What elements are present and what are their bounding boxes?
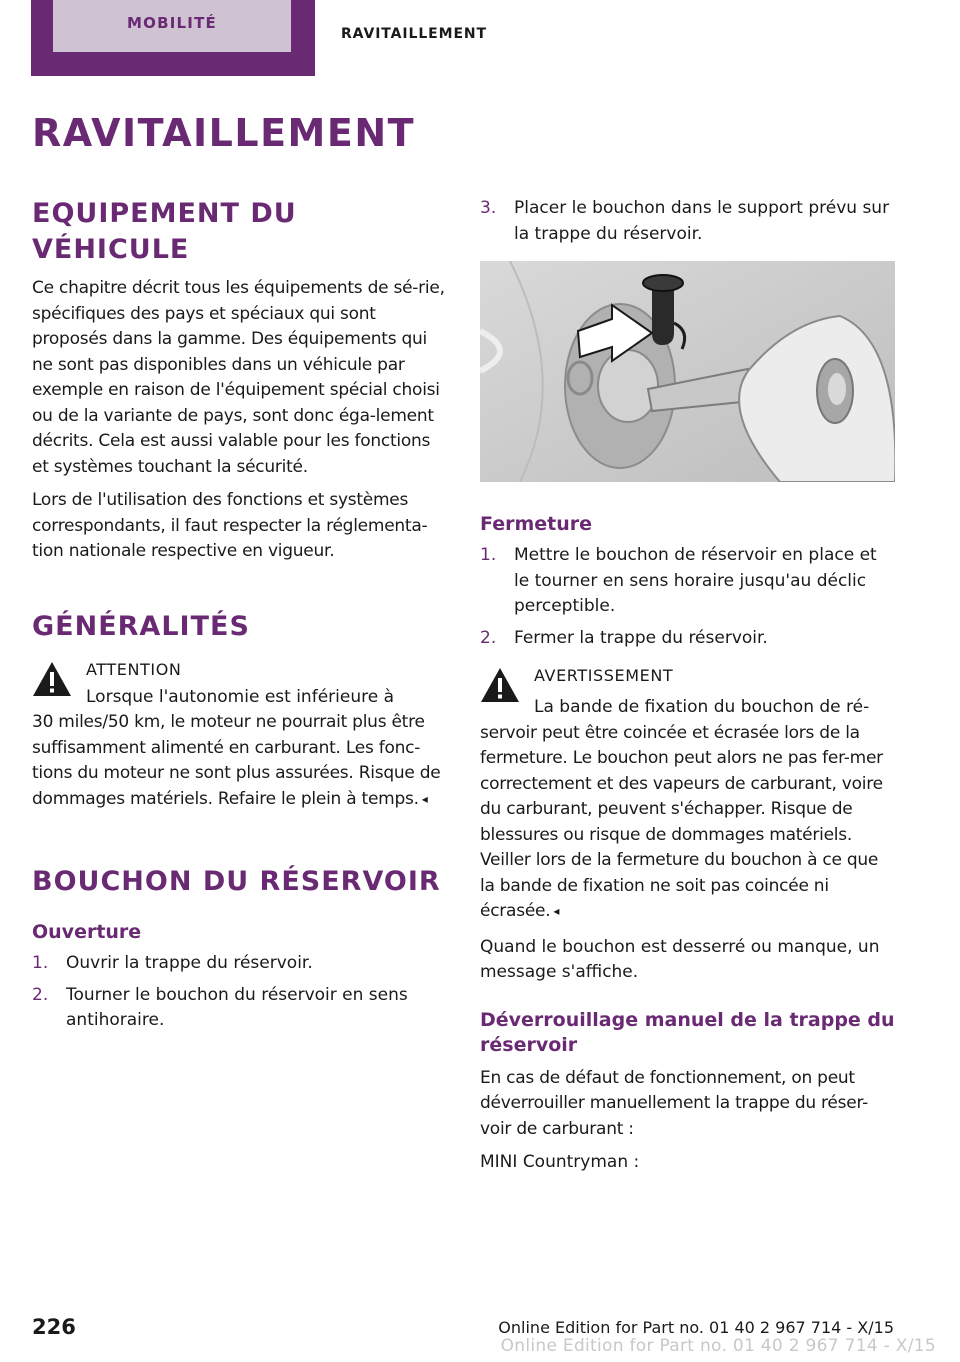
list-item [480,626,896,652]
warning-first-line: Lorsque l'autonomie est inférieure à [86,686,394,707]
section-title-equipement: EQUIPEMENT DU VÉHICULE [32,198,297,265]
warning-triangle-icon [32,661,72,697]
warning-attention [32,657,448,813]
breadcrumb: RAVITAILLEMENT [341,26,487,42]
list-item [480,196,896,247]
step-number: 1. [32,953,49,973]
fuel-cap-illustration [480,261,895,482]
model-label: MINI Countryman : [480,1152,640,1172]
list-item [32,951,448,977]
warning-triangle-icon [480,667,520,703]
page-number: 226 [32,1315,76,1339]
left-column [32,196,448,1034]
equipement-paragraph-2: Lors de l'utilisation des fonctions et systèmes correspondants, il faut respecter la réglementa-tion nationale respective en vigueur. [32,490,428,561]
step-text: Mettre le bouchon de réservoir en place et le tourner en sens horaire jusqu'au déclic perceptible. [514,545,877,616]
warning-body: servoir peut être coincée et écrasée lors de la fermeture. Le bouchon peut alors ne pas fer-mer correctement et des vapeurs de carburant, voire du carburant, peuvent s'échapper. Risque de blessures ou risque de dommages matériels. Veiller lors de la fermeture du bouchon à ce que la bande de fixation ne soit pas coincée ni écrasée. [480,722,883,921]
warning-text [32,710,448,812]
section-title-generalites: GÉNÉRALITÉS [32,610,250,642]
section-title-bouchon: BOUCHON DU RÉSERVOIR [32,866,441,897]
step-text: Placer le bouchon dans le support prévu sur la trappe du réservoir. [514,198,890,244]
warning-text [480,721,896,925]
subsection-fermeture: Fermeture [480,513,593,535]
step-text: Fermer la trappe du réservoir. [514,627,768,648]
step-number: 2. [480,627,497,648]
warning-heading: AVERTISSEMENT [534,666,674,685]
message-paragraph: Quand le bouchon est desserré ou manque, un message s'affiche. [480,936,880,982]
list-item [480,543,896,620]
warning-first-line: La bande de fixation du bouchon de ré- [534,697,870,717]
chapter-tab-label: MOBILITÉ [127,14,217,32]
deverrouillage-paragraph: En cas de défaut de fonctionnement, on peut déverrouiller manuellement la trappe du réser-voir de carburant : [480,1067,868,1139]
page-title: RAVITAILLEMENT [32,111,416,155]
warning-body: 30 miles/50 km, le moteur ne pourrait plus être suffisamment alimenté en carburant. Les fonc-tions du moteur ne sont plus assurées. Risque de dommages matériels. Refaire le plein à temps. [32,712,441,809]
equipement-paragraph-1: Ce chapitre décrit tous les équipements de sé-rie, spécifiques des pays et spéciaux qui sont proposés dans la gamme. Des équipements qui ne sont pas disponibles dans un véhicule par exemple en raison de l'équipement spécial choisi ou de la variante de pays, sont donc éga-lement décrits. Cela est aussi valable pour les fonctions et systèmes touchant la sécurité. [32,278,445,477]
ouverture-steps-continued [480,196,896,247]
step-number: 1. [480,545,497,565]
site-watermark: Online Edition for Part no. 01 40 2 967 714 - X/15 [500,1336,936,1356]
end-mark-icon: ◂ [421,791,428,806]
step-text: Ouvrir la trappe du réservoir. [66,953,313,973]
fuel-cap-photo [480,261,895,482]
chapter-tab-label-box [53,0,291,52]
subsection-ouverture: Ouverture [32,921,142,943]
fermeture-steps [480,543,896,651]
subsection-deverrouillage: Déverrouillage manuel de la trappe du réservoir [480,1008,895,1056]
warning-avertissement [480,663,896,925]
right-column [480,196,896,1176]
edition-note: Online Edition for Part no. 01 40 2 967 714 - X/15 [498,1318,894,1337]
ouverture-steps [32,951,448,1034]
list-item [32,983,448,1034]
step-number: 2. [32,984,49,1005]
step-text: Tourner le bouchon du réservoir en sens antihoraire. [66,984,408,1030]
end-mark-icon: ◂ [553,904,560,918]
warning-heading: ATTENTION [86,659,182,679]
step-number: 3. [480,198,497,218]
